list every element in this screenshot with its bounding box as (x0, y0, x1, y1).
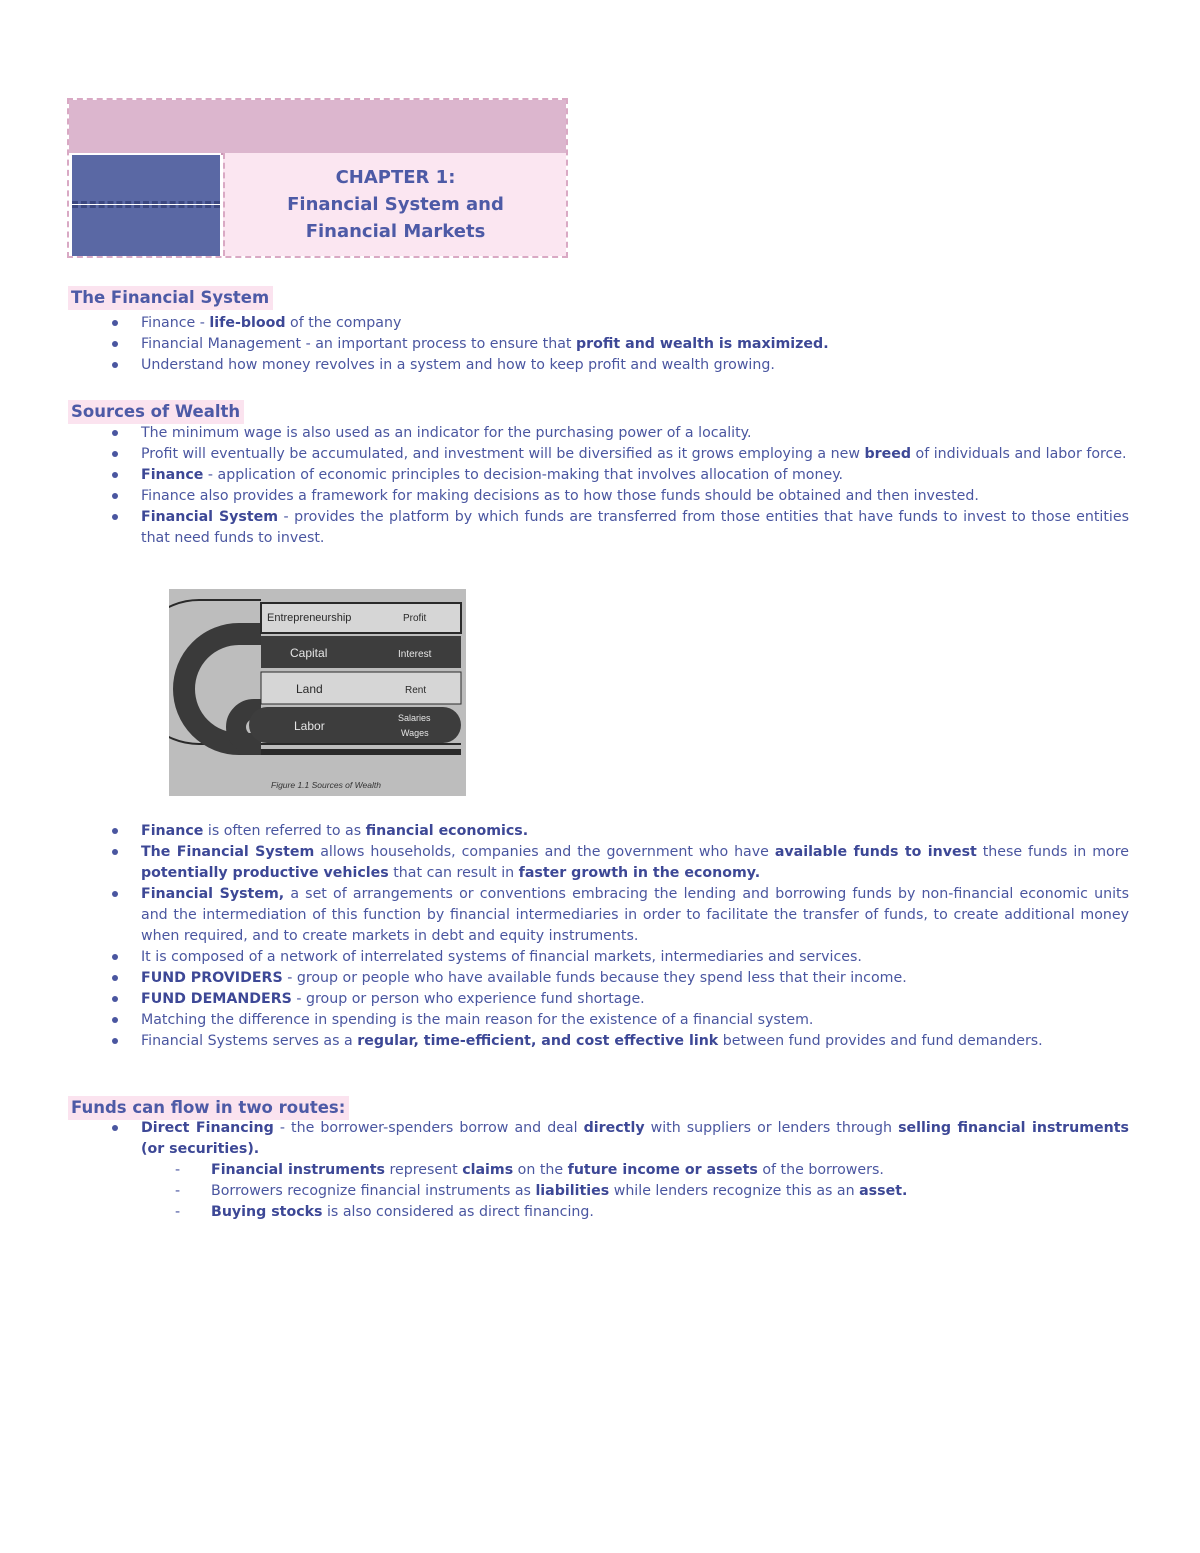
sub-list-item: - Borrowers recognize financial instruments as liabilities while lenders recognize this as an asset. (0, 1181, 1200, 1202)
dash-marker: - (175, 1183, 181, 1199)
bullet-icon (112, 514, 118, 520)
list-item: Matching the difference in spending is the main reason for the existence of a financial system. (0, 1010, 1200, 1031)
list-item: The Financial System allows households, companies and the government who have available funds to invest these funds in more potentially productive vehicles that can result in faster growth in the economy. (0, 842, 1200, 884)
dash-marker: - (175, 1162, 181, 1178)
list-item: Understand how money revolves in a system and how to keep profit and wealth growing. (0, 355, 1200, 376)
list-item: Financial Management - an important process to ensure that profit and wealth is maximized. (0, 334, 1200, 355)
figure-row-value: Salaries (398, 713, 431, 723)
bullet-icon (112, 1125, 118, 1131)
chapter-title-line-1: Financial System and (287, 194, 504, 215)
bullet-icon (112, 493, 118, 499)
list-item: The minimum wage is also used as an indicator for the purchasing power of a locality. (0, 423, 1200, 444)
bullet-icon (112, 1038, 118, 1044)
figure-row-value: Rent (405, 685, 427, 696)
figure-caption: Figure 1.1 Sources of Wealth (271, 780, 381, 790)
section-heading-financial-system: The Financial System (68, 286, 273, 310)
bullet-icon (112, 828, 118, 834)
decor-square-top (72, 155, 220, 204)
bullet-icon (112, 320, 118, 326)
financial-system-list (0, 313, 1200, 376)
section-heading-sources-of-wealth: Sources of Wealth (68, 400, 244, 424)
figure-row-label: Entrepreneurship (267, 612, 352, 624)
figure-row-label: Labor (294, 719, 325, 733)
section-heading-funds-flow: Funds can flow in two routes: (68, 1096, 349, 1120)
bullet-icon (112, 996, 118, 1002)
figure-row-value: Profit (403, 613, 427, 624)
list-item: Financial System, a set of arrangements or conventions embracing the lending and borrowing funds by non-financial economic units and the intermediation of this function by financial intermediaries in order to facilitate the transfer of funds, to create additional money when required, and to create markets in debt and equity instruments. (0, 884, 1200, 947)
bullet-icon (112, 891, 118, 897)
sources-of-wealth-list (0, 423, 1200, 549)
figure-row-label: Capital (290, 646, 328, 660)
bullet-icon (112, 849, 118, 855)
list-item: Finance also provides a framework for making decisions as to how those funds should be obtained and then invested. (0, 486, 1200, 507)
list-item: Direct Financing - the borrower-spenders borrow and deal directly with suppliers or lenders through selling financial instruments (or securities). (0, 1118, 1200, 1160)
decor-square-bottom (72, 205, 220, 256)
list-item: It is composed of a network of interrelated systems of financial markets, intermediaries and services. (0, 947, 1200, 968)
chapter-number: CHAPTER 1: (335, 167, 456, 188)
chapter-title-box (223, 153, 566, 256)
chapter-header-decoration (69, 153, 221, 256)
sub-list-item: - Financial instruments represent claims on the future income or assets of the borrowers. (0, 1160, 1200, 1181)
list-item: FUND PROVIDERS - group or people who have available funds because they spend less that their income. (0, 968, 1200, 989)
chapter-header-band (69, 100, 566, 155)
figure-graphic (169, 589, 466, 796)
dash-marker: - (175, 1204, 181, 1220)
bullet-icon (112, 362, 118, 368)
bullet-icon (112, 341, 118, 347)
bullet-icon (112, 975, 118, 981)
bullet-icon (112, 472, 118, 478)
bullet-icon (112, 430, 118, 436)
figure-row-label: Land (296, 682, 323, 696)
figure-row-value: Wages (401, 728, 429, 738)
funds-flow-list (0, 1118, 1200, 1223)
sub-list-item: - Buying stocks is also considered as direct financing. (0, 1202, 1200, 1223)
chapter-title-line-2: Financial Markets (305, 221, 486, 242)
bullet-icon (112, 451, 118, 457)
bullet-icon (112, 954, 118, 960)
sources-of-wealth-figure (169, 589, 466, 796)
list-item: Financial System - provides the platform by which funds are transferred from those entities that have funds to invest to those entities that need funds to invest. (0, 507, 1200, 549)
finance-details-list (0, 821, 1200, 1052)
chapter-header-block (67, 98, 568, 258)
list-item: Finance is often referred to as financial economics. (0, 821, 1200, 842)
list-item: Profit will eventually be accumulated, and investment will be diversified as it grows employing a new breed of individuals and labor force. (0, 444, 1200, 465)
bullet-icon (112, 1017, 118, 1023)
list-item: FUND DEMANDERS - group or person who experience fund shortage. (0, 989, 1200, 1010)
list-item: Financial Systems serves as a regular, time-efficient, and cost effective link between fund provides and fund demanders. (0, 1031, 1200, 1052)
list-item: Finance - application of economic principles to decision-making that involves allocation of money. (0, 465, 1200, 486)
list-item: Finance - life-blood of the company (0, 313, 1200, 334)
figure-row-value: Interest (398, 649, 432, 660)
